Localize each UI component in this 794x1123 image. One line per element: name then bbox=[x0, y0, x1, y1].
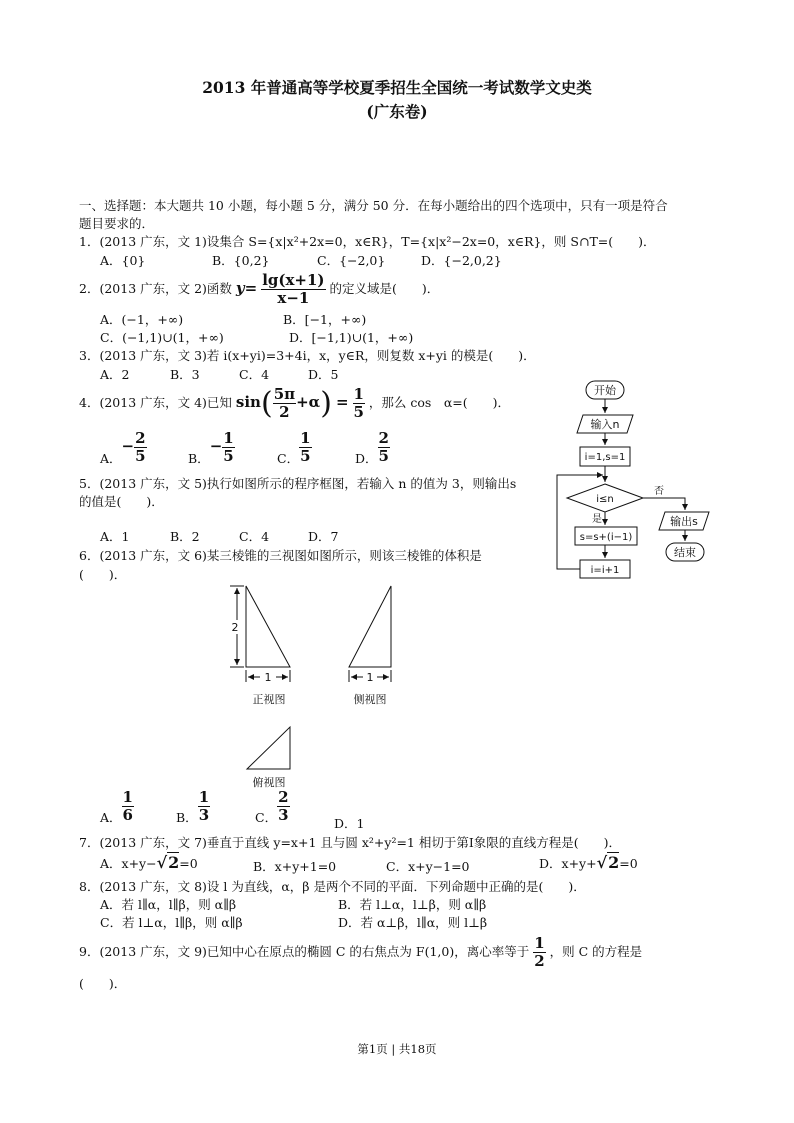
question-6-option-a: A． $\frac{1}{6}$ bbox=[100, 788, 133, 825]
question-2-numerator: lg(x+1) bbox=[262, 271, 325, 289]
question-8-option-c: C．若 l⊥α，l∥β，则 α∥β bbox=[100, 915, 243, 930]
section-intro-line1: 一、选择题：本大题共 10 小题，每小题 5 分，满分 50 分．在每小题给出的四个选项中，只有一项是符合 bbox=[79, 198, 668, 213]
question-4-rhs-numerator: 1 bbox=[353, 385, 364, 403]
question-5-option-d: D．7 bbox=[308, 529, 339, 544]
question-2-denominator: x−1 bbox=[277, 289, 310, 307]
question-3-option-b: B．3 bbox=[170, 367, 200, 382]
front-view-height-label: 2 bbox=[231, 621, 239, 634]
flowchart-input-label: 输入n bbox=[590, 418, 620, 431]
question-3-stem: 3．(2013 广东，文 3)若 i(x+yi)=3+4i，x，y∈R，则复数 x+yi 的模是( )． bbox=[79, 348, 536, 363]
question-2-option-d: D．[−1,1)∪(1，+∞) bbox=[289, 330, 414, 345]
question-6-stem-line2: ( )． bbox=[79, 567, 127, 582]
question-4-suffix: ，那么 cos α=( )． bbox=[368, 395, 511, 410]
question-9-prefix: 9．(2013 广东，文 9)已知中心在原点的椭圆 C 的右焦点为 F(1,0)，离心率等于 bbox=[79, 944, 530, 959]
question-3-option-d: D．5 bbox=[308, 367, 339, 382]
top-view-triangle bbox=[247, 727, 290, 769]
question-4-option-b: B．− $\frac{1}{5}$ bbox=[188, 429, 234, 466]
question-7-option-a: A．x+y−√2=0 bbox=[100, 853, 198, 872]
question-4-rhs-denominator: 5 bbox=[353, 403, 364, 421]
front-view-width-label: 1 bbox=[264, 671, 272, 684]
question-2-option-a: A．(−1，+∞) bbox=[100, 312, 184, 327]
question-6-option-c: C． $\frac{2}{3}$ bbox=[255, 788, 289, 825]
question-2-stem bbox=[79, 272, 439, 307]
program-flowchart bbox=[553, 378, 725, 593]
question-4-angle-numerator: 5π bbox=[273, 385, 296, 403]
question-9-suffix: ，则 C 的方程是 bbox=[549, 944, 643, 959]
top-view-caption: 俯视图 bbox=[252, 776, 286, 789]
question-2-y: y= bbox=[235, 279, 258, 297]
question-4-option-d: D． $\frac{2}{5}$ bbox=[355, 429, 389, 466]
question-4-plus-alpha: +α bbox=[296, 393, 321, 411]
question-4-angle-fraction bbox=[273, 386, 296, 421]
question-4-angle-denominator: 2 bbox=[279, 403, 290, 421]
question-6-option-b: B． $\frac{1}{3}$ bbox=[176, 788, 210, 825]
question-2-option-b: B．[−1，+∞) bbox=[283, 312, 367, 327]
question-9-stem bbox=[79, 935, 642, 970]
question-9-fraction: $\frac{1}{2}$ bbox=[534, 934, 545, 970]
side-view-width-label: 1 bbox=[366, 671, 374, 684]
question-4-option-a: A．− $\frac{2}{5}$ bbox=[100, 429, 146, 466]
question-5-stem-line1: 5．(2013 广东，文 5)执行如图所示的程序框图，若输入 n 的值为 3，则输出s bbox=[79, 476, 517, 491]
side-view-triangle bbox=[349, 586, 391, 667]
question-1-stem: 1．(2013 广东，文 1)设集合 S={x|x²+2x=0，x∈R}，T={x|x²−2x=0，x∈R}，则 S∩T=( )． bbox=[79, 234, 656, 249]
question-4-equals: = bbox=[335, 393, 349, 411]
question-2-suffix: 的定义域是( )． bbox=[329, 281, 440, 296]
question-4-left-paren: ( bbox=[260, 386, 273, 421]
question-7-stem: 7．(2013 广东，文 7)垂直于直线 y=x+1 且与圆 x²+y²=1 相切于第Ⅰ象限的直线方程是( )． bbox=[79, 835, 622, 850]
flowchart-increment-label: i=i+1 bbox=[590, 565, 620, 576]
question-5-option-c: C．4 bbox=[239, 529, 270, 544]
question-4-stem bbox=[79, 386, 510, 421]
three-view-figure bbox=[220, 578, 420, 793]
question-2-prefix: 2．(2013 广东，文 2)函数 bbox=[79, 281, 232, 296]
question-7-option-d: D．x+y+√2=0 bbox=[539, 853, 638, 872]
question-3-option-a: A．2 bbox=[100, 367, 130, 382]
question-4-rhs-fraction bbox=[353, 386, 365, 421]
question-2-fraction bbox=[261, 272, 325, 307]
question-1-option-b: B．{0,2} bbox=[212, 253, 270, 268]
page-footer: 第1页 | 共18页 bbox=[357, 1042, 437, 1056]
question-2-option-c: C．(−1,1)∪(1，+∞) bbox=[100, 330, 224, 345]
question-6-option-d: D．1 bbox=[334, 816, 365, 831]
flowchart-end-label: 结束 bbox=[674, 546, 696, 559]
flowchart-start-label: 开始 bbox=[594, 384, 616, 397]
question-5-option-a: A．1 bbox=[100, 529, 130, 544]
section-intro-line2: 题目要求的． bbox=[79, 216, 155, 231]
question-8-option-a: A．若 l∥α，l∥β，则 α∥β bbox=[100, 897, 237, 912]
flowchart-assign-label: s=s+(i−1) bbox=[579, 532, 633, 543]
flowchart-output-label: 输出s bbox=[670, 515, 698, 528]
front-view-caption: 正视图 bbox=[252, 693, 286, 706]
flowchart-yes-label: 是 bbox=[592, 514, 602, 525]
flowchart-init-label: i=1,s=1 bbox=[584, 452, 626, 463]
flowchart-condition-label: i≤n bbox=[596, 494, 614, 505]
question-4-sin: sin bbox=[235, 393, 261, 411]
paper-subtitle: (广东卷) bbox=[366, 102, 428, 121]
question-1-option-a: A．{0} bbox=[100, 253, 146, 268]
question-1-option-c: C．{−2,0} bbox=[317, 253, 386, 268]
question-5-option-b: B．2 bbox=[170, 529, 200, 544]
question-8-option-d: D．若 α⊥β，l∥α，则 l⊥β bbox=[338, 915, 488, 930]
front-view-triangle bbox=[246, 586, 290, 667]
question-1-option-d: D．{−2,0,2} bbox=[421, 253, 502, 268]
paper-title: 2013 年普通高等学校夏季招生全国统一考试数学文史类 bbox=[202, 78, 592, 97]
question-7-option-b: B．x+y+1=0 bbox=[253, 859, 337, 874]
question-4-prefix: 4．(2013 广东，文 4)已知 bbox=[79, 395, 232, 410]
question-4-right-paren: ) bbox=[320, 386, 332, 421]
side-view-caption: 侧视图 bbox=[353, 693, 387, 706]
question-5-stem-line2: 的值是( )． bbox=[79, 494, 164, 509]
question-4-option-c: C． $\frac{1}{5}$ bbox=[277, 429, 311, 466]
question-8-option-b: B．若 l⊥α，l⊥β，则 α∥β bbox=[338, 897, 487, 912]
question-9-stem-line2: ( )． bbox=[79, 976, 127, 991]
question-7-option-c: C．x+y−1=0 bbox=[386, 859, 470, 874]
question-8-stem: 8．(2013 广东，文 8)设 l 为直线，α，β 是两个不同的平面．下列命题中正确的是( )． bbox=[79, 879, 586, 894]
question-6-stem-line1: 6．(2013 广东，文 6)某三棱锥的三视图如图所示，则该三棱锥的体积是 bbox=[79, 548, 482, 563]
question-3-option-c: C．4 bbox=[239, 367, 270, 382]
flowchart-no-label: 否 bbox=[654, 486, 664, 497]
